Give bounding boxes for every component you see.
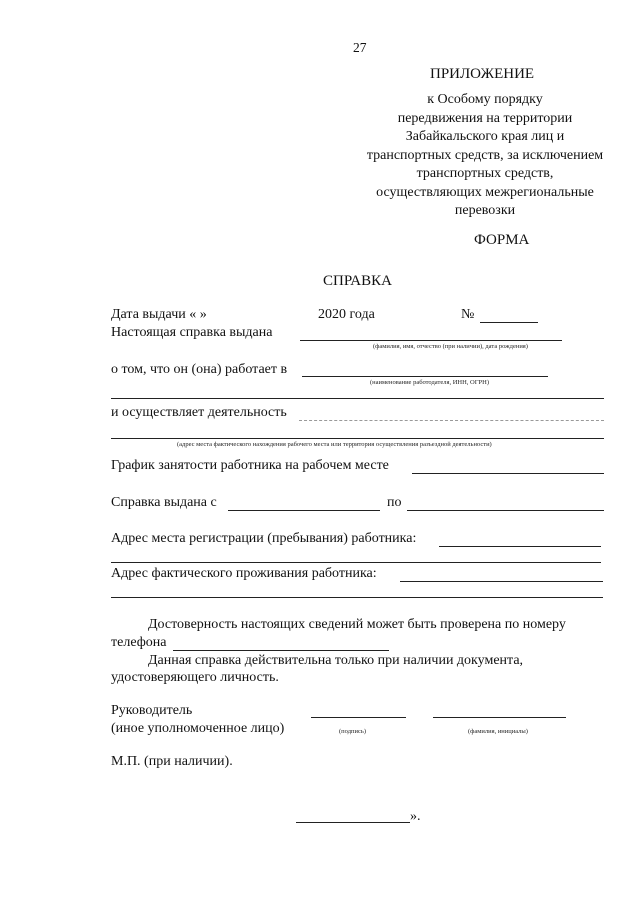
registration-field-continued[interactable] <box>111 562 601 563</box>
phone-field[interactable] <box>173 650 389 651</box>
appendix-line: перевозки <box>454 203 516 218</box>
stamp-label: М.П. (при наличии). <box>111 754 233 769</box>
authorized-person-label: (иное уполномоченное лицо) <box>111 721 285 736</box>
works-at-field-continued[interactable] <box>111 398 604 399</box>
appendix-line: транспортных средств, за исключением <box>366 147 604 163</box>
document-title: СПРАВКА <box>323 273 392 289</box>
verify-text: Достоверность настоящих сведений может быть проверена по номеру <box>148 617 566 632</box>
registration-field[interactable] <box>439 546 601 547</box>
signature-field[interactable] <box>311 717 406 718</box>
verify-phone-label: телефона <box>111 635 167 650</box>
name-initials-field[interactable] <box>433 717 566 718</box>
page-number: 27 <box>353 40 367 55</box>
head-label: Руководитель <box>111 703 193 718</box>
schedule-field[interactable] <box>412 473 604 474</box>
validity-text: Данная справка действительна только при наличии документа, <box>148 653 524 668</box>
valid-to-field[interactable] <box>407 510 604 511</box>
appendix-line: Забайкальского края лиц и <box>405 129 565 144</box>
validity-text-continued: удостоверяющего личность. <box>111 670 279 685</box>
appendix-line: к Особому порядку <box>427 92 543 107</box>
residence-field[interactable] <box>400 581 603 582</box>
activity-caption: (адрес места фактического нахождения рабочего места или территория осуществления разъездной деятельности) <box>177 441 492 448</box>
closing-field <box>296 822 410 823</box>
year-label: 2020 года <box>318 307 375 322</box>
activity-field[interactable] <box>299 420 604 421</box>
registration-label: Адрес места регистрации (пребывания) работника: <box>111 531 417 546</box>
signature-caption: (подпись) <box>339 728 366 735</box>
form-label: ФОРМА <box>474 232 530 248</box>
valid-from-field[interactable] <box>228 510 380 511</box>
issued-to-caption: (фамилия, имя, отчество (при наличии), дата рождения) <box>373 343 528 350</box>
issue-date-label: Дата выдачи « » <box>111 307 207 322</box>
appendix-line: транспортных средств, <box>416 166 554 181</box>
activity-field-continued[interactable] <box>111 438 604 439</box>
residence-label: Адрес фактического проживания работника: <box>111 566 377 581</box>
residence-field-continued[interactable] <box>111 597 603 598</box>
closing-mark: ». <box>410 809 421 824</box>
works-at-field[interactable] <box>302 376 548 377</box>
number-label: № <box>461 307 475 322</box>
issued-to-label: Настоящая справка выдана <box>111 325 273 340</box>
appendix-line: осуществляющих межрегиональные <box>376 184 594 200</box>
works-at-caption: (наименование работодателя, ИНН, ОГРН) <box>370 379 489 386</box>
appendix-text <box>340 91 630 221</box>
activity-label: и осуществляет деятельность <box>111 405 287 420</box>
valid-to-label: по <box>387 495 402 510</box>
schedule-label: График занятости работника на рабочем месте <box>111 458 389 473</box>
number-field[interactable] <box>480 322 538 323</box>
appendix-title: ПРИЛОЖЕНИЕ <box>430 66 535 82</box>
works-at-label: о том, что он (она) работает в <box>111 362 288 377</box>
issued-to-field[interactable] <box>300 340 562 341</box>
name-caption: (фамилия, инициалы) <box>468 728 528 735</box>
valid-from-label: Справка выдана с <box>111 495 217 510</box>
appendix-line: передвижения на территории <box>397 110 573 126</box>
